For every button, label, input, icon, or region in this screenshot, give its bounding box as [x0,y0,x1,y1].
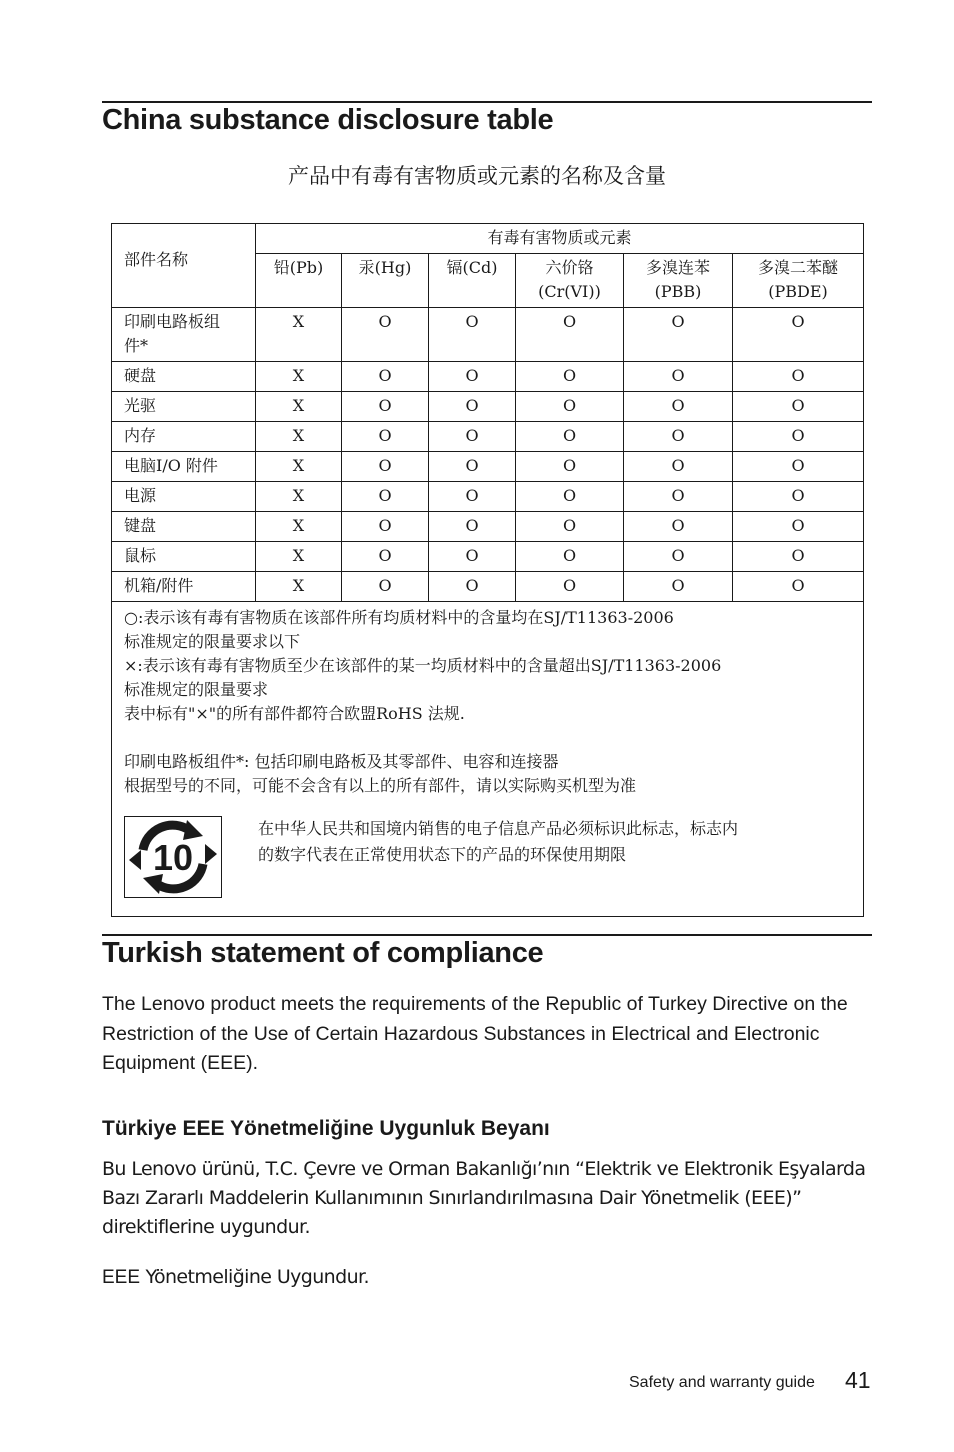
header-row [112,224,864,254]
part-name-line: 印刷电路板组 [124,312,221,331]
value-cell: O [624,572,733,602]
value-cell: O [342,392,429,422]
footer-guide-label: Safety and warranty guide [629,1374,815,1391]
column-header [256,254,342,308]
value-cell: O [516,362,624,392]
value-cell: X [256,422,342,452]
turkish-paragraph: Bu Lenovo ürünü, T.C. Çevre ve Orman Bakanlığı’nın “Elektrik ve Elektronik Eşyalarda Bazı Zararlı Maddelerin Kullanımının Sınırlandırılmasına Dair Yönetmelik (EEE)” direktiflerine uygundur. [102,1158,866,1238]
value-cell: O [624,512,733,542]
part-name-line: 内存 [124,426,157,445]
table-row [112,512,864,542]
value-cell: O [429,422,516,452]
value-cell: O [342,572,429,602]
column-header-line: 六价铬 [545,258,594,277]
value-cell: O [342,362,429,392]
value-cell: O [624,452,733,482]
value-cell: O [733,482,864,512]
logo-row [124,816,851,898]
value-cell: O [429,308,516,362]
part-name-cell [112,392,256,422]
value-cell: O [429,482,516,512]
note-line: 标准规定的限量要求 [124,680,269,699]
value-cell: O [733,542,864,572]
column-header [429,254,516,308]
value-cell: O [733,308,864,362]
epup-logo [124,816,222,898]
value-cell: O [429,452,516,482]
table-caption: 产品中有毒有害物质或元素的名称及含量 [288,164,666,188]
compliance-paragraph: The Lenovo product meets the requirements of the Republic of Turkey Directive on the Restriction of the Use of Certain Hazardous Substances in Electrical and Electronic Equipment (EEE). [102,993,848,1074]
part-name-cell [112,362,256,392]
value-cell: O [429,542,516,572]
table-row [112,572,864,602]
value-cell: O [342,482,429,512]
column-header-line: 铅(Pb) [273,258,324,277]
value-cell: O [429,572,516,602]
part-name-line: 键盘 [124,516,157,535]
part-name-cell [112,572,256,602]
value-cell: O [733,452,864,482]
value-cell: X [256,482,342,512]
part-name-cell [112,308,256,362]
section-rule-top [102,101,872,103]
table-row [112,422,864,452]
part-name-line: 鼠标 [124,546,157,565]
column-header-line: 汞(Hg) [358,258,412,277]
value-cell: O [516,392,624,422]
part-name-line: 机箱/附件 [124,576,194,595]
logo-number: 10 [152,837,194,878]
column-header-line: (PBB) [654,282,702,301]
table-row [112,392,864,422]
column-header-line: 多溴二苯醚 [758,258,839,277]
page-number: 41 [845,1367,871,1393]
value-cell: O [342,422,429,452]
table-row [112,362,864,392]
conformity-line [102,1263,872,1292]
substance-table [111,223,864,917]
value-cell: O [342,308,429,362]
column-header-line: (Cr(VI)) [538,282,601,301]
part-name-cell [112,452,256,482]
column-header-line: (PBDE) [768,282,828,301]
section-rule-turkish [102,934,872,936]
value-cell: X [256,392,342,422]
logo-text-line: 在中华人民共和国境内销售的电子信息产品必须标识此标志，标志内 [258,819,739,838]
table-row [112,542,864,572]
value-cell: O [624,542,733,572]
value-cell: O [342,542,429,572]
column-header [516,254,624,308]
part-name-cell [112,482,256,512]
value-cell: X [256,452,342,482]
value-cell: O [342,512,429,542]
value-cell: O [516,482,624,512]
table-row [112,482,864,512]
value-cell: O [733,512,864,542]
value-cell: O [624,482,733,512]
section-title-turkish: Turkish statement of compliance [102,937,544,969]
turkish-subheading: Türkiye EEE Yönetmeliğine Uygunluk Beyanı [102,1117,550,1140]
group-header: 有毒有害物质或元素 [256,224,864,254]
conformity-prefix: EEE [102,1267,141,1288]
logo-text [258,816,738,868]
value-cell: X [256,512,342,542]
value-cell: X [256,572,342,602]
note-line: 根据型号的不同，可能不会含有以上的所有部件，请以实际购买机型为准 [124,776,637,795]
value-cell: O [516,308,624,362]
value-cell: O [624,392,733,422]
value-cell: O [342,452,429,482]
value-cell: O [429,512,516,542]
value-cell: O [429,362,516,392]
part-name-line: 电脑I/O 附件 [124,456,218,475]
value-cell: X [256,362,342,392]
value-cell: O [733,362,864,392]
part-name-cell [112,512,256,542]
table-row [112,308,864,362]
value-cell: O [624,308,733,362]
section-title-china: China substance disclosure table [102,104,554,136]
logo-text-line: 的数字代表在正常使用状态下的产品的环保使用期限 [258,845,627,864]
value-cell: O [429,392,516,422]
column-header-line: 多溴连苯 [645,258,710,277]
value-cell: O [516,422,624,452]
column-header [342,254,429,308]
part-name-line: 件* [124,336,149,355]
part-header: 部件名称 [112,224,256,308]
value-cell: O [516,452,624,482]
column-header [624,254,733,308]
part-name-cell [112,542,256,572]
table-row [112,452,864,482]
value-cell: O [733,572,864,602]
notes-cell [112,602,864,917]
value-cell: O [733,422,864,452]
value-cell: X [256,308,342,362]
part-name-line: 电源 [124,486,157,505]
column-header-line: 镉(Cd) [446,258,498,277]
value-cell: O [624,362,733,392]
part-name-line: 硬盘 [124,366,157,385]
conformity-rest: Yönetmeliğine Uygundur. [140,1266,369,1288]
note-line: 表中标有"×"的所有部件都符合欧盟RoHS 法规. [124,704,465,723]
part-name-cell [112,422,256,452]
value-cell: O [516,572,624,602]
notes-row [112,602,864,917]
note-line: ×:表示该有毒有害物质至少在该部件的某一均质材料中的含量超出SJ/T11363-2006 [124,656,722,675]
value-cell: X [256,542,342,572]
value-cell: O [516,542,624,572]
note-line: ○:表示该有毒有害物质在该部件所有均质材料中的含量均在SJ/T11363-2006 [124,608,674,627]
note-line: 印刷电路板组件*: 包括印刷电路板及其零部件、电容和连接器 [124,752,559,771]
recycle-10-icon [127,818,219,896]
value-cell: O [733,392,864,422]
column-header [733,254,864,308]
note-line: 标准规定的限量要求以下 [124,632,301,651]
value-cell: O [516,512,624,542]
part-name-line: 光驱 [124,396,157,415]
note-gap [124,726,851,750]
value-cell: O [624,422,733,452]
